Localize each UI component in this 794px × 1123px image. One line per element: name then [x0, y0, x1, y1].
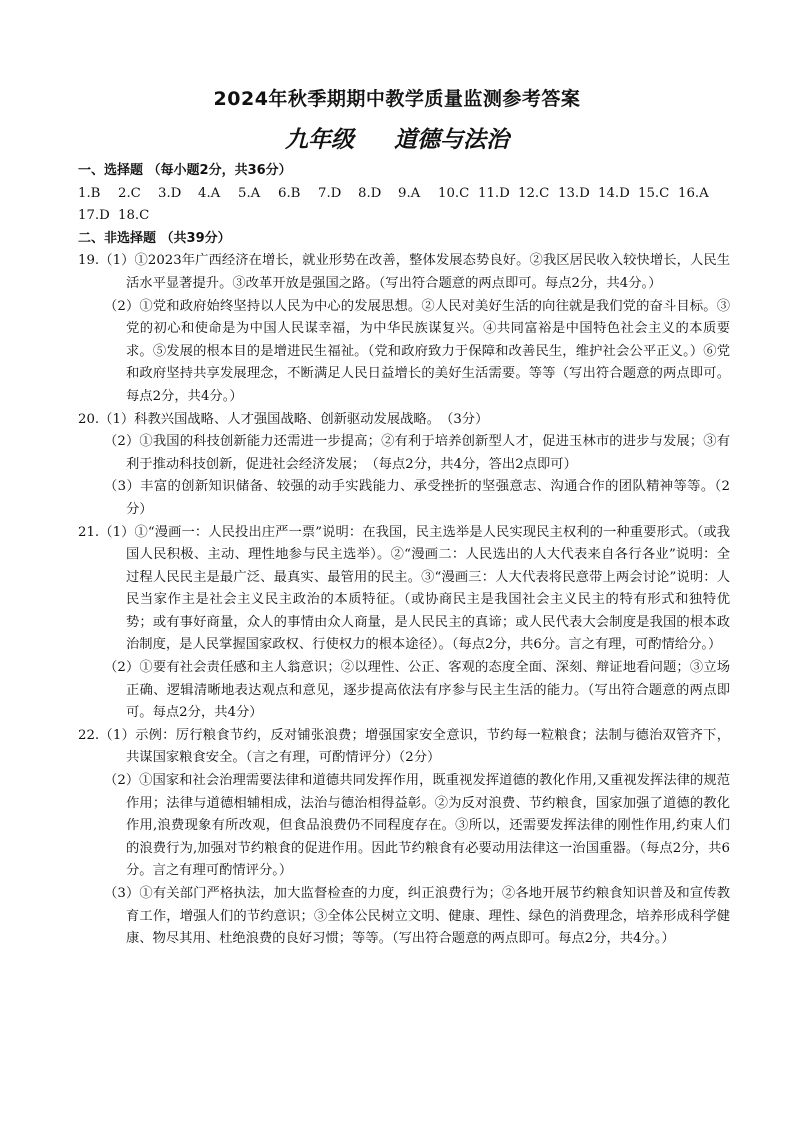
choice-answer-item: 6.B	[278, 185, 301, 201]
choice-answer-item: 3.D	[158, 185, 182, 201]
choice-answer-item: 12.C	[518, 185, 550, 201]
page-title: 2024年秋季期期中教学质量监测参考答案	[213, 88, 581, 110]
choice-answer-item: 4.A	[198, 185, 221, 201]
choice-answer-item: 9.A	[398, 185, 421, 201]
choice-answer-item: 13.D	[558, 185, 590, 201]
choice-answer-item: 15.C	[638, 185, 670, 201]
choice-answer-item: 1.B	[78, 185, 101, 201]
page-subtitle	[0, 121, 794, 154]
choice-answer-item: 18.C	[118, 208, 150, 224]
choice-answer-list	[78, 183, 730, 228]
choice-answer-item: 16.A	[678, 185, 709, 201]
choice-answer-item: 14.D	[598, 185, 630, 201]
q20-part3: （3）丰富的创新知识储备、较强的动手实践能力、承受挫折的坚强意志、沟通合作的团队精神等等。（2分）	[104, 479, 730, 517]
q22-part3: （3）①有关部门严格执法，加大监督检查的力度，纠正浪费行为；②各地开展节约粮食知识普及和宣传教育工作，增强人们的节约意识；③全体公民树立文明、健康、理性、绿色的消费理念，培养形成科学健康、物尽其用、杜绝浪费的良好习惯；等等。（写出符合题意的两点即可。每点2分，共4分。）	[104, 886, 730, 947]
choice-answer-item: 11.D	[478, 185, 510, 201]
q19-part1: 19.（1）①2023年广西经济在增长，就业形势在改善，整体发展态势良好。②我区居民收入较快增长，人民生活水平显著提升。③改革开放是强国之路。（写出符合题意的两点即可。每点2分，共4分。）	[78, 253, 730, 291]
answer-content	[78, 160, 730, 951]
section-heading-nonchoice: 二、非选择题 （共39分）	[78, 230, 231, 246]
choice-answer-item: 5.A	[238, 185, 261, 201]
section-heading-choice: 一、选择题 （每小题2分，共36分）	[78, 163, 292, 178]
q20-part1: 20.（1）科教兴国战略、人才强国战略、创新驱动发展战略。 （3分）	[78, 411, 489, 427]
q22-part2: （2）①国家和社会治理需要法律和道德共同发挥作用，既重视发挥道德的教化作用,又重视发挥法律的规范作用；法律与道德相辅相成，法治与德治相得益彰。②为反对浪费、节约粮食，国家加强了道德的教化作用,浪费现象有所改观，但食品浪费仍不同程度存在。③所以，还需要发挥法律的刚性作用,约束人们的浪费行为,加强对节约粮食的促进作用。因此节约粮食有必要动用法律这一治国重器。（每点2分，共6分。言之有理可酌情评分。）	[104, 773, 730, 879]
q21-part1: 21.（1）①“漫画一：人民投出庄严一票”说明：在我国，民主选举是人民实现民主权利的一种重要形式。（或我国人民积极、主动、理性地参与民主选举）。②“漫画二：人民选出的人大代表来自各行各业”说明：全过程人民民主是最广泛、最真实、最管用的民主。③“漫画三：人大代表将民意带上两会讨论”说明：人民当家作主是社会主义民主政治的本质特征。（或协商民主是我国社会主义民主的特有形式和独特优势；或有事好商量，众人的事情由众人商量，是人民民主的真谛；或人民代表大会制度是我国的根本政治制度，是人民掌握国家政权、行使权力的根本途径）。（每点2分，共6分。言之有理，可酌情给分。）	[78, 524, 730, 653]
choice-answer-item: 2.C	[118, 185, 141, 201]
choice-answer-item: 7.D	[318, 185, 342, 201]
choice-answer-item: 17.D	[78, 208, 110, 224]
q22-part1: 22.（1）示例：厉行粮食节约，反对铺张浪费；增强国家安全意识，节约每一粒粮食；法制与德治双管齐下，共谋国家粮食安全。（言之有理，可酌情评分）（2分）	[78, 727, 730, 766]
q20-part2: （2）①我国的科技创新能力还需进一步提高；②有利于培养创新型人才，促进玉林市的进步与发展；③有利于推动科技创新，促进社会经济发展； （每点2分，共4分，答出2点即可）	[104, 434, 730, 472]
subject-label: 道德与法治	[394, 126, 509, 153]
q21-part2: （2）①要有社会责任感和主人翁意识；②以理性、公正、客观的态度全面、深刻、辩证地看问题；③立场正确、逻辑清晰地表达观点和意见，逐步提高依法有序参与民主生活的能力。（写出符合题意的两点即可。每点2分，共4分）	[104, 660, 730, 721]
q19-part2: （2）①党和政府始终坚持以人民为中心的发展思想。②人民对美好生活的向往就是我们党的奋斗目标。③党的初心和使命是为中国人民谋幸福，为中华民族谋复兴。④共同富裕是中国特色社会主义的本质要求。⑤发展的根本目的是增进民生福祉。（党和政府致力于保障和改善民生，维护社会公平正义。）⑥党和政府坚持共享发展理念，不断满足人民日益增长的美好生活需要。等等（写出符合题意的两点即可。每点2分，共4分。）	[104, 298, 730, 404]
choice-answer-item: 8.D	[358, 185, 382, 201]
grade-label: 九年级	[285, 126, 354, 153]
choice-answer-item: 10.C	[438, 185, 470, 201]
